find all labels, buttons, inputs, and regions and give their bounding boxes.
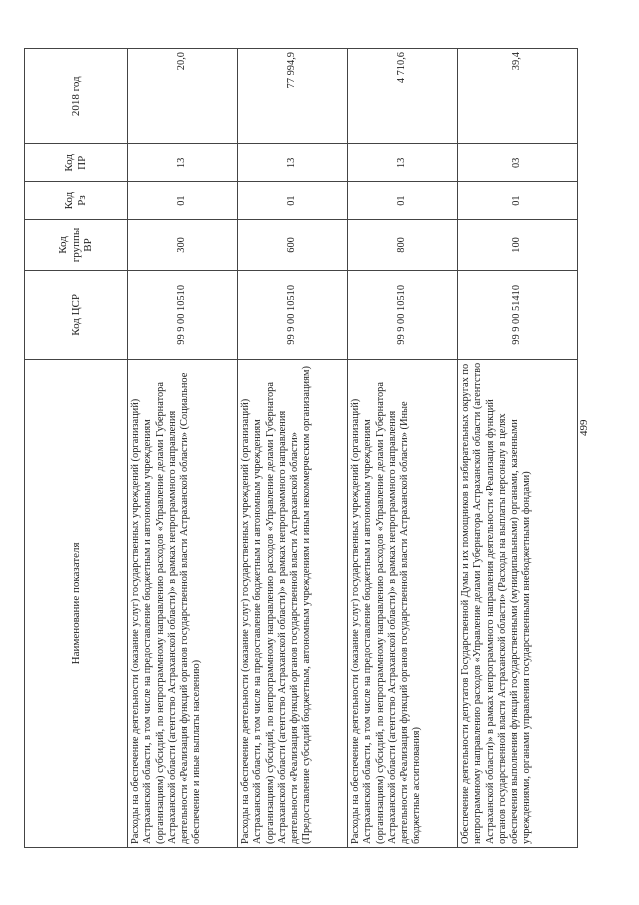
row-rz: 01: [238, 182, 348, 220]
row-csr: 99 9 00 10510: [238, 270, 348, 359]
row-name: Обеспечение деятельности депутатов Государственной Думы и их помощников в избирательных округах по непрограммному направлению расходов «Управление делами Губернатора Астраханской области (агентство Астраханской области)» в рамках непрограммного направления деятельности «Реализация функций органов государственной власти Астраханской области» (Расходы на выплаты персоналу в целях обеспечения выполнения функций государственными (муниципальными) органами, казенными учреждениями, органами управления государственными внебюджетными фондами): [458, 359, 578, 847]
header-year: 2018 год: [25, 49, 128, 144]
row-pr: 03: [458, 144, 578, 182]
row-pr: 13: [238, 144, 348, 182]
header-csr: Код ЦСР: [25, 270, 128, 359]
row-csr: 99 9 00 10510: [348, 270, 458, 359]
row-csr: 99 9 00 51410: [458, 270, 578, 359]
row-amount: 39,4: [458, 49, 578, 144]
budget-table: [24, 48, 578, 848]
table-row: [238, 49, 348, 848]
row-amount: 4 710,6: [348, 49, 458, 144]
header-rz: Код Рз: [25, 182, 128, 220]
header-vr: Код группы ВР: [25, 219, 128, 270]
row-rz: 01: [458, 182, 578, 220]
row-pr: 13: [128, 144, 238, 182]
row-name: Расходы на обеспечение деятельности (оказание услуг) государственных учреждений (организаций) Астраханской области, в том числе на предоставление бюджетным и автономным учреждениям (организациям) субсидий, по непрограммному направлению расходов «Управление делами Губернатора Астраханской области (агентство Астраханской области)» в рамках непрограммного направления деятельности «Реализация функций органов государственной власти Астраханской области» (Социальное обеспечение и иные выплаты населению): [128, 359, 238, 847]
row-rz: 01: [348, 182, 458, 220]
table-row: [128, 49, 238, 848]
row-rz: 01: [128, 182, 238, 220]
row-name: Расходы на обеспечение деятельности (оказание услуг) государственных учреждений (организаций) Астраханской области, в том числе на предоставление бюджетным и автономным учреждениям (организациям) субсидий, по непрограммному направлению расходов «Управление делами Губернатора Астраханской области (агентство Астраханской области)» в рамках непрограммного направления деятельности «Реализация функций органов государственной власти Астраханской области» (Предоставление субсидий бюджетным, автономным учреждениям и иным некоммерческим организациям): [238, 359, 348, 847]
table-row: [348, 49, 458, 848]
row-vr: 800: [348, 219, 458, 270]
row-amount: 77 994,9: [238, 49, 348, 144]
row-vr: 100: [458, 219, 578, 270]
row-amount: 20,0: [128, 49, 238, 144]
header-pr: Код ПР: [25, 144, 128, 182]
row-name: Расходы на обеспечение деятельности (оказание услуг) государственных учреждений (организаций) Астраханской области, в том числе на предоставление бюджетным и автономным учреждениям (организациям) субсидий, по непрограммному направлению расходов «Управление делами Губернатора Астраханской области (агентство Астраханской области)» в рамках непрограммного направления деятельности «Реализация функций органов государственной власти Астраханской области» (Иные бюджетные ассигнования): [348, 359, 458, 847]
row-csr: 99 9 00 10510: [128, 270, 238, 359]
table-row: [458, 49, 578, 848]
page-number: 499: [578, 419, 590, 436]
row-vr: 600: [238, 219, 348, 270]
header-name: Наименование показателя: [25, 359, 128, 847]
row-pr: 13: [348, 144, 458, 182]
rotated-page: [24, 48, 584, 848]
table-header-row: [25, 49, 128, 848]
row-vr: 300: [128, 219, 238, 270]
